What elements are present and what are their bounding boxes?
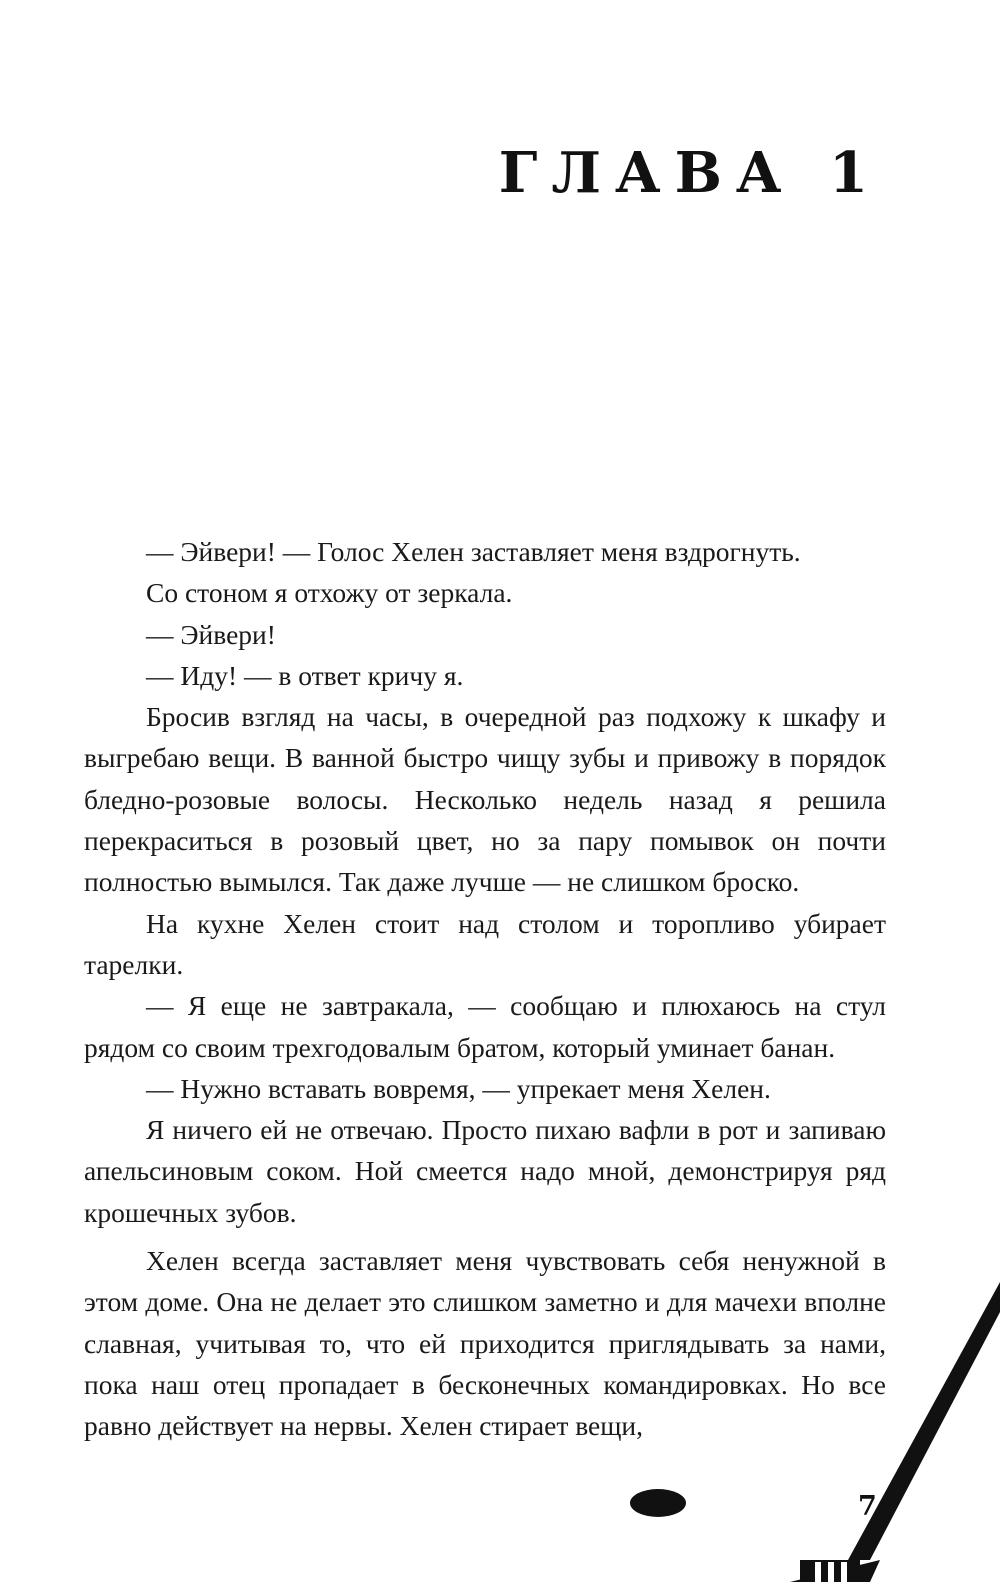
paragraph: Хелен всегда заставляет меня чувствовать себя ненужной в этом доме. Она не делает это слишком заметно и для мачехи вполне славная, учитывая то, что ей приходится приглядывать за нами, пока наш отец пропадает в бесконечных командировках. Но все равно действует на нервы. Хелен стирает вещи,: [84, 1245, 886, 1442]
hockey-puck-icon: [630, 1489, 686, 1517]
paragraph: Со стоном я отхожу от зеркала.: [146, 577, 513, 609]
paragraph: — Эйвери!: [146, 618, 276, 650]
paragraph: — Иду! — в ответ кричу я.: [146, 659, 464, 691]
paragraph: — Я еще не завтракала, — сообщаю и плюхаюсь на стул рядом со своим трехгодовалым братом, который уминает банан.: [84, 990, 886, 1063]
paragraph: На кухне Хелен стоит над столом и торопливо убирает тарелки.: [84, 907, 886, 980]
hockey-stick-icon: [790, 1282, 1000, 1582]
page-number: 7: [858, 1491, 877, 1522]
paragraph: Я ничего ей не отвечаю. Просто пихаю вафли в рот и запиваю апельсиновым соком. Ной смеется надо мной, демонстрируя ряд крошечных зубов.: [84, 1114, 886, 1228]
chapter-title: ГЛАВА 1: [498, 140, 882, 206]
paragraph: — Нужно вставать вовремя, — упрекает меня Хелен.: [146, 1072, 771, 1104]
paragraph: — Эйвери! — Голос Хелен заставляет меня вздрогнуть.: [146, 536, 801, 567]
paragraph: Бросив взгляд на часы, в очередной раз подхожу к шкафу и выгребаю вещи. В ванной быстро чищу зубы и привожу в порядок бледно-розовые волосы. Несколько недель назад я решила перекраситься в розовый цвет, но за пару помывок он почти полностью вымылся. Так даже лучше — не слишком броско.: [84, 701, 886, 898]
